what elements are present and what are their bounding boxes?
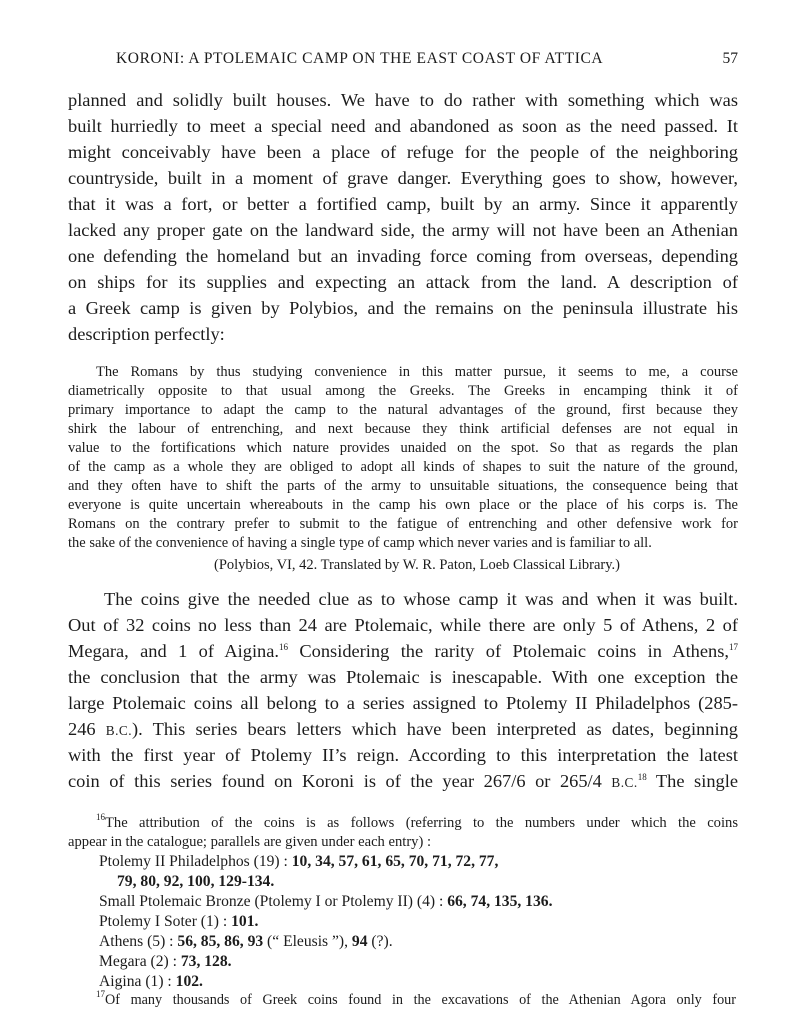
- running-head: [96, 50, 738, 72]
- catalogue-numbers: 102.: [175, 973, 203, 990]
- text-run: coin of this series found on Koroni is of the year 267/6 or 265/4: [68, 771, 612, 791]
- text-run: (“ Eleusis ”),: [263, 933, 352, 950]
- body-line: The coins give the needed clue as to whose camp it was and when it was built.: [104, 589, 738, 609]
- coin-list-entry: [99, 973, 203, 991]
- body-line: [68, 641, 738, 662]
- text-run: Of many thousands of Greek coins found in the excavations of the Athenian Agora only four: [105, 992, 736, 1008]
- footnote-17: [96, 989, 736, 1009]
- body-line: might conceivably have been a place of refuge for the people of the neighboring: [68, 142, 738, 162]
- catalogue-numbers: 73, 128.: [180, 953, 232, 970]
- bc-abbrev: B.C.: [611, 775, 638, 790]
- footnote-number: 16: [96, 812, 105, 822]
- footnote-ref: 17: [729, 642, 738, 652]
- body-line: on ships for its supplies and expecting an attack from the land. A description of: [68, 272, 738, 292]
- body-line: [68, 719, 738, 740]
- body-line: countryside, built in a moment of grave danger. Everything goes to show, however,: [68, 168, 738, 188]
- text-run: 246: [68, 719, 106, 739]
- text-run: ). This series bears letters which have been interpreted as dates, beginning: [132, 719, 738, 739]
- quote-line: of the camp as a whole they are obliged to adopt all kinds of shapes to suit the nature of the ground,: [68, 459, 738, 475]
- footnote-number: 17: [96, 989, 105, 999]
- quote-line: primary importance to adapt the camp to the natural advantages of the ground, first because they: [68, 402, 738, 418]
- footnote-ref: 16: [279, 642, 289, 652]
- text-run: The attribution of the coins is as follows (referring to the numbers under which the coins: [105, 815, 738, 831]
- body-line: [68, 771, 738, 792]
- quote-citation: (Polybios, VI, 42. Translated by W. R. Paton, Loeb Classical Library.): [214, 557, 620, 573]
- body-line: description perfectly:: [68, 324, 225, 344]
- body-line: with the first year of Ptolemy II’s reign. According to this interpretation the latest: [68, 745, 738, 765]
- catalogue-numbers: 101.: [231, 913, 259, 930]
- footnote-line: appear in the catalogue; parallels are given under each entry) :: [68, 834, 432, 850]
- quote-line: Romans on the contrary prefer to submit to the fatigue of entrenching and other defensive work for: [68, 516, 738, 532]
- body-line: the conclusion that the army was Ptolemaic is inescapable. With one exception the: [68, 667, 738, 687]
- text-run: Megara, and 1 of Aigina.: [68, 641, 280, 661]
- body-line: built hurriedly to meet a special need and abandoned as soon as the need passed. It: [68, 116, 738, 136]
- catalogue-numbers: 66, 74, 135, 136.: [447, 893, 553, 910]
- footnote-ref: 18: [637, 772, 647, 782]
- catalogue-numbers: 56, 85, 86, 93: [177, 933, 264, 950]
- quote-line: diametrically opposite to that usual among the Greeks. The Greeks in encamping think it of: [68, 383, 738, 399]
- catalogue-numbers: 94: [351, 933, 368, 950]
- text-run: (?).: [367, 933, 393, 950]
- entry-label: Athens (5) :: [99, 933, 178, 950]
- page-number: 57: [722, 50, 738, 67]
- quote-line: and they often have to shift the parts of the army to unsuitable situations, the consequence being that: [68, 478, 738, 494]
- quote-line: The Romans by thus studying convenience in this matter pursue, it seems to me, a course: [96, 364, 738, 380]
- quote-line: the sake of the convenience of having a single type of camp which never varies and is familiar to all.: [68, 535, 652, 551]
- coin-list-entry: [99, 893, 552, 911]
- body-line: planned and solidly built houses. We have to do rather with something which was: [68, 90, 738, 110]
- bc-abbrev: B.C.: [105, 723, 133, 738]
- body-line: large Ptolemaic coins all belong to a series assigned to Ptolemy II Philadelphos (285-: [68, 693, 738, 713]
- coin-list-entry: [99, 853, 498, 871]
- coin-list-entry: [99, 913, 258, 931]
- entry-label: Ptolemy I Soter (1) :: [99, 913, 232, 930]
- text-run: Considering the rarity of Ptolemaic coins in Athens,: [288, 641, 729, 661]
- coin-list-entry: [99, 953, 232, 971]
- body-line: that it was a fort, or better a fortified camp, built by an army. Since it apparently: [68, 194, 738, 214]
- text-run: The single: [646, 771, 738, 791]
- catalogue-numbers: 10, 34, 57, 61, 65, 70, 71, 72, 77,: [291, 853, 499, 870]
- entry-label: Aigina (1) :: [99, 973, 176, 990]
- catalogue-numbers: 79, 80, 92, 100, 129-134.: [117, 873, 275, 890]
- footnote-16: [96, 812, 738, 832]
- quote-line: everyone is quite uncertain whereabouts in the camp his own place or the place of his corps is. The: [68, 497, 738, 513]
- body-line: a Greek camp is given by Polybios, and the remains on the peninsula illustrate his: [68, 298, 738, 318]
- body-line: Out of 32 coins no less than 24 are Ptolemaic, while there are only 5 of Athens, 2 of: [68, 615, 738, 635]
- body-line: lacked any proper gate on the landward side, the army will not have been an Athenian: [68, 220, 738, 240]
- quote-line: shirk the labour of entrenching, and next because they think artificial defenses are not equal in: [68, 421, 738, 437]
- entry-label: Ptolemy II Philadelphos (19) :: [99, 853, 292, 870]
- entry-label: Small Ptolemaic Bronze (Ptolemy I or Ptolemy II) (4) :: [99, 893, 448, 910]
- entry-label: Megara (2) :: [99, 953, 181, 970]
- running-title: KORONI: A PTOLEMAIC CAMP ON THE EAST COAST OF ATTICA: [116, 50, 604, 67]
- coin-list-entry: [99, 933, 393, 951]
- quote-line: value to the fortifications which nature provides unaided on the spot. So that as regards the plan: [68, 440, 738, 456]
- body-line: one defending the homeland but an invading force coming from overseas, depending: [68, 246, 738, 266]
